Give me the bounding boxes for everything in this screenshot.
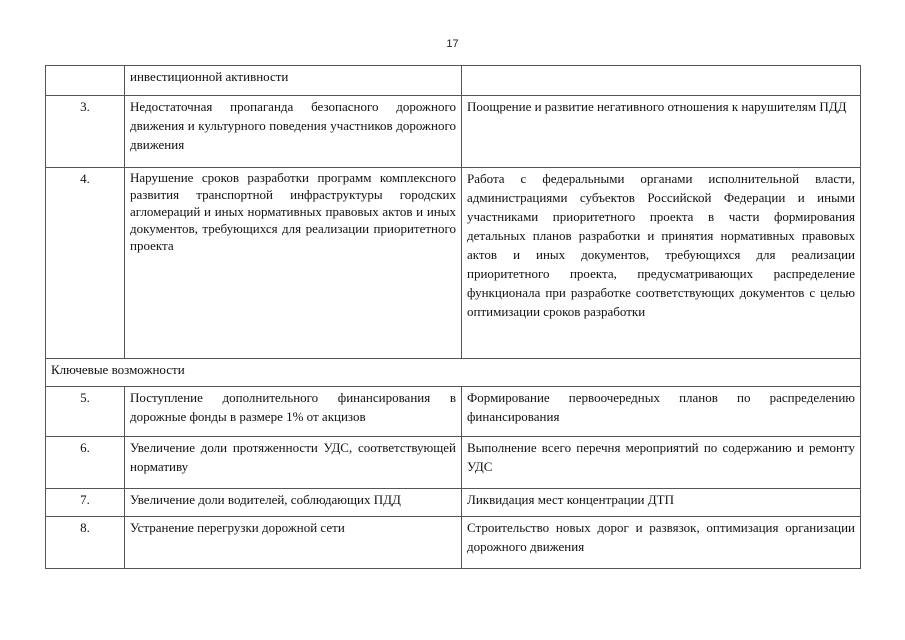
action-cell: Ликвидация мест концентрации ДТП xyxy=(462,489,861,517)
table-row xyxy=(46,437,861,489)
row-number: 4. xyxy=(46,168,125,359)
problem-cell: Нарушение сроков разработки программ комплексного развития транспортной инфраструктуры городских агломераций и иных нормативных правовых актов и иных документов, требующихся для реализации приоритетного проекта xyxy=(125,168,462,359)
problem-cell: Увеличение доли протяженности УДС, соответствующей нормативу xyxy=(125,437,462,489)
row-number: 5. xyxy=(46,387,125,437)
table-row xyxy=(46,517,861,569)
action-cell: Поощрение и развитие негативного отношения к нарушителям ПДД xyxy=(462,96,861,168)
table-row xyxy=(46,168,861,359)
page-number: 17 xyxy=(446,38,459,50)
problem-cell: Поступление дополнительного финансирования в дорожные фонды в размере 1% от акцизов xyxy=(125,387,462,437)
row-number xyxy=(46,66,125,96)
problem-cell: инвестиционной активности xyxy=(125,66,462,96)
problem-cell: Устранение перегрузки дорожной сети xyxy=(125,517,462,569)
row-number: 6. xyxy=(46,437,125,489)
row-number: 3. xyxy=(46,96,125,168)
action-cell: Работа с федеральными органами исполнительной власти, администрациями субъектов Российской Федерации и иными участниками приоритетного проекта в части формирования детальных планов разработки и принятия нормативных правовых актов и иных документов, требующихся для реализации приоритетного проекта, предусматривающих распределение функционала при разработке соответствующих документов с целью оптимизации сроков разработки xyxy=(462,168,861,359)
table-row xyxy=(46,387,861,437)
row-number: 8. xyxy=(46,517,125,569)
action-cell: Выполнение всего перечня мероприятий по содержанию и ремонту УДС xyxy=(462,437,861,489)
row-number: 7. xyxy=(46,489,125,517)
action-cell xyxy=(462,66,861,96)
action-cell: Строительство новых дорог и развязок, оптимизация организации дорожного движения xyxy=(462,517,861,569)
action-cell: Формирование первоочередных планов по распределению финансирования xyxy=(462,387,861,437)
table-row xyxy=(46,66,861,96)
risks-opportunities-table xyxy=(45,65,861,569)
table-row xyxy=(46,96,861,168)
table-row xyxy=(46,489,861,517)
section-header-row xyxy=(46,359,861,387)
problem-cell: Недостаточная пропаганда безопасного дорожного движения и культурного поведения участников дорожного движения xyxy=(125,96,462,168)
problem-cell: Увеличение доли водителей, соблюдающих ПДД xyxy=(125,489,462,517)
section-title: Ключевые возможности xyxy=(46,359,861,387)
